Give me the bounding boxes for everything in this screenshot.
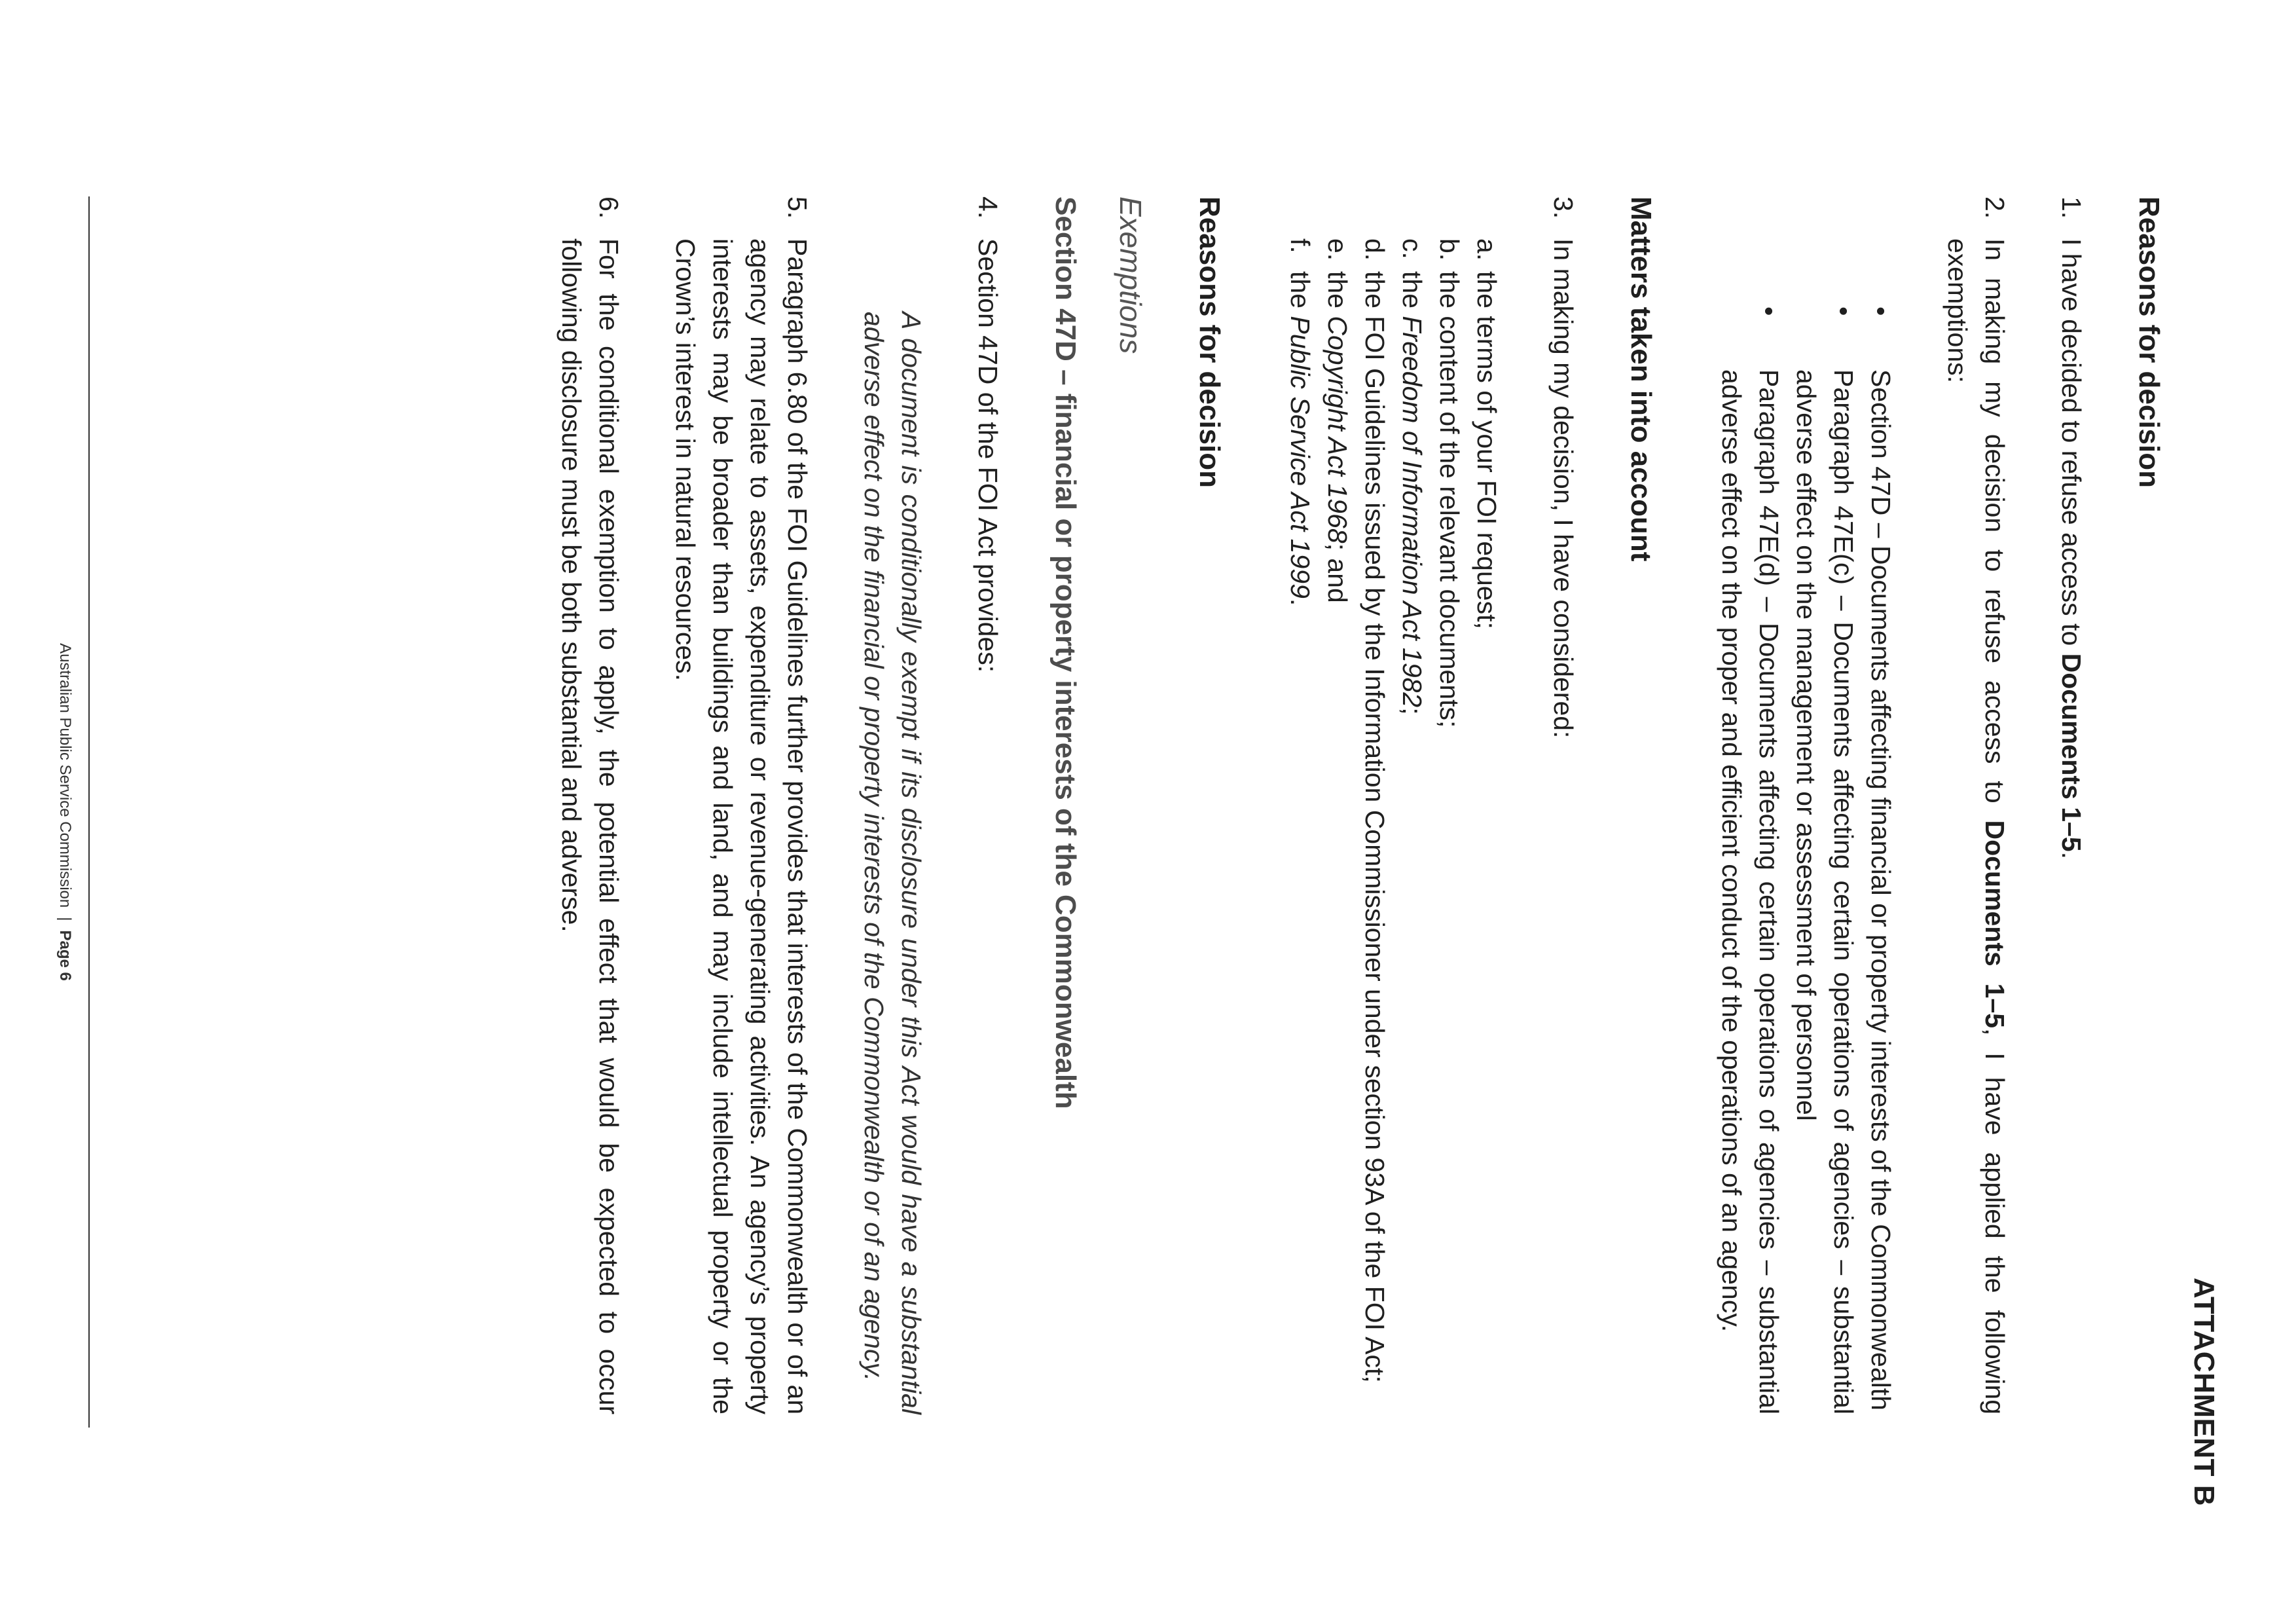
legislation-quote: A document is conditionally exempt if its disclosure under this Act would have a substantial adverse effect on the financial or property interests of the Commonwealth or of an agency. xyxy=(859,312,926,1414)
heading-matters-taken-into-account: Matters taken into account xyxy=(1625,196,1657,562)
paragraph-text: , I have applied the following exemptions: xyxy=(1942,238,2010,1415)
item-letter: d. xyxy=(1360,238,1390,261)
act-title: Freedom of Information Act 1982 xyxy=(1397,316,1427,708)
paragraph-text: . xyxy=(2056,851,2086,860)
section-47d-title: Section 47D – financial or property interests of the Commonwealth xyxy=(1049,196,1082,1109)
considered-list xyxy=(1281,238,1505,1414)
paragraph-4 xyxy=(969,196,1006,1414)
heading-reasons-for-decision-2: Reasons for decision xyxy=(1194,196,1226,489)
item-letter: b. xyxy=(1434,238,1465,261)
item-text: the xyxy=(1397,271,1427,316)
item-text: the xyxy=(1285,271,1315,316)
paragraph-text: In making my decision to refuse access to xyxy=(1980,238,2010,821)
act-title: Public Service Act 1999 xyxy=(1285,316,1315,599)
list-item xyxy=(1319,238,1356,1414)
paragraph-3 xyxy=(1544,196,1582,1414)
heading-reasons-for-decision-1: Reasons for decision xyxy=(2133,196,2165,489)
list-item xyxy=(1430,238,1468,1414)
exemptions-list xyxy=(1713,306,1899,1414)
footer-divider xyxy=(88,196,90,1428)
bullet-icon: • xyxy=(1866,306,1896,316)
item-letter: c. xyxy=(1397,238,1427,259)
item-text: the xyxy=(1322,271,1353,316)
item-text: the content of the relevant documents; xyxy=(1434,271,1465,728)
list-item xyxy=(1356,238,1393,1414)
documents-reference: Documents 1–5 xyxy=(1980,820,2010,1029)
exemption-text: Paragraph 47E(c) – Documents affecting certain operations of agencies – substantial adverse effect on the management or assessment of personnel xyxy=(1791,369,1859,1414)
list-item xyxy=(1713,306,1787,1414)
exemption-text: Section 47D – Documents affecting financial or property interests of the Commonwealth xyxy=(1866,369,1896,1411)
paragraph-number: 1. xyxy=(2056,196,2086,219)
item-text: the terms of your FOI request; xyxy=(1472,271,1502,629)
item-text: the FOI Guidelines issued by the Information Commissioner under section 93A of the FOI Act; xyxy=(1360,271,1390,1383)
paragraph-number: 6. xyxy=(594,196,624,219)
item-text: ; and xyxy=(1322,543,1353,603)
act-title: Copyright Act 1968 xyxy=(1322,316,1353,544)
list-item xyxy=(1468,238,1505,1414)
document-body xyxy=(553,196,2168,1414)
item-letter: f. xyxy=(1285,238,1315,253)
exemption-text: Paragraph 47E(d) – Documents affecting certain operations of agencies – substantial adverse effect on the proper and efficient conduct of the operations of an agency. xyxy=(1717,369,1784,1414)
list-item xyxy=(1862,306,1899,1414)
paragraph-number: 2. xyxy=(1980,196,2010,219)
paragraph-number: 4. xyxy=(973,196,1003,219)
page-number: Page 6 xyxy=(56,930,74,981)
item-letter: e. xyxy=(1322,238,1353,261)
list-item xyxy=(1393,238,1430,1414)
attachment-label: ATTACHMENT B xyxy=(2188,1278,2220,1506)
documents-reference: Documents 1–5 xyxy=(2056,653,2086,852)
list-item xyxy=(1281,238,1319,1414)
paragraph-text: Paragraph 6.80 of the FOI Guidelines further provides that interests of the Commonwealth or of an agency may relate to assets, expenditure or revenue-generating activities. An agency’s property interests may be broader than buildings and land, and may include intellectual property or the Crown’s interest in natural resources. xyxy=(670,238,812,1414)
paragraph-number: 3. xyxy=(1548,196,1578,219)
paragraph-text: I have decided to refuse access to xyxy=(2056,238,2086,654)
paragraph-number: 5. xyxy=(782,196,812,219)
paragraph-5 xyxy=(666,196,816,1414)
paragraph-text: Section 47D of the FOI Act provides: xyxy=(973,238,1003,673)
item-text: ; xyxy=(1397,707,1427,715)
list-item xyxy=(1787,306,1862,1414)
bullet-icon: • xyxy=(1754,306,1784,316)
footer-organisation: Australian Public Service Commission xyxy=(56,643,74,908)
page-footer xyxy=(56,196,74,1428)
item-letter: a. xyxy=(1472,238,1502,261)
bullet-icon: • xyxy=(1829,306,1859,316)
paragraph-text: For the conditional exemption to apply, the potential effect that would be expected to occur following disclosure must be both substantial and adverse. xyxy=(556,238,624,1414)
item-text: . xyxy=(1285,598,1315,606)
paragraph-text: In making my decision, I have considered: xyxy=(1548,238,1578,739)
paragraph-2 xyxy=(1939,196,2013,1414)
paragraph-6 xyxy=(553,196,627,1414)
subheading-exemptions: Exemptions xyxy=(1114,196,1148,354)
footer-separator: | xyxy=(56,917,74,921)
paragraph-1 xyxy=(2052,196,2090,1414)
